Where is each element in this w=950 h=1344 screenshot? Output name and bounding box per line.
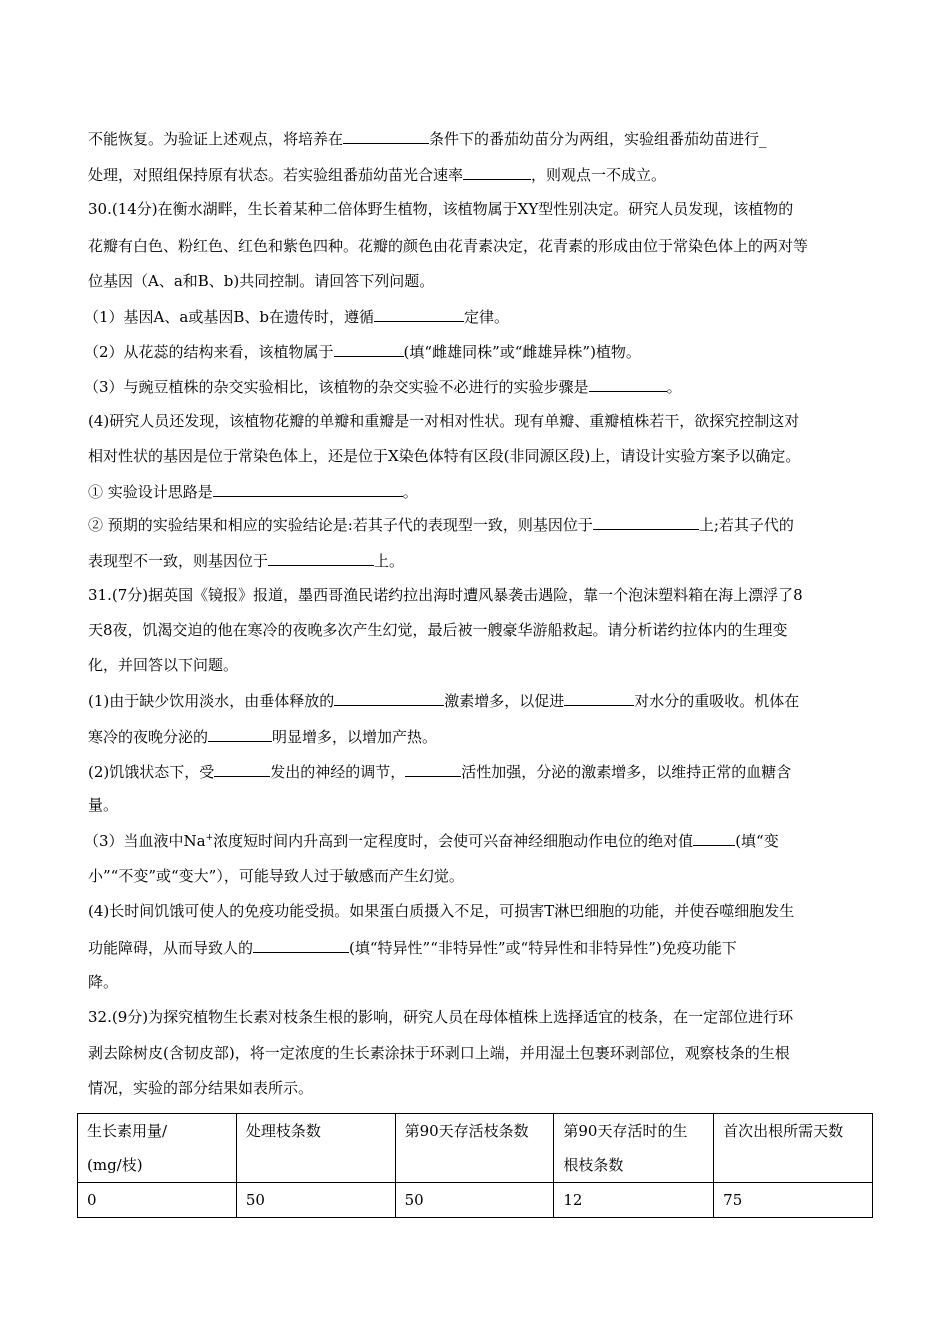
q31-part-4-line-1: (4)长时间饥饿可使人的免疫功能受损。如果蛋白质摄入不足，可损害T淋巴细胞的功能，并使吞噬细胞发生	[88, 902, 795, 920]
table-header-cell: 首次出根所需天数	[714, 1114, 873, 1183]
q30-text: (填“雌雄同株”或“雌雄异株”)植物。	[403, 343, 641, 361]
q31-part-1-line-1	[88, 690, 799, 711]
q31-text: (填“特异性”“非特异性”或“特异性和非特异性”)免疫功能下	[349, 939, 737, 957]
q30-text: 。	[402, 483, 418, 501]
q30-text: ① 实验设计思路是	[88, 483, 213, 501]
q30-stem-line-3: 位基因（A、a和B、b)共同控制。请回答下列问题。	[88, 272, 435, 290]
q29-text: 处理，对照组保持原有状态。若实验组番茄幼苗光合速率	[88, 166, 464, 184]
q32-stem-line-2: 剥去除树皮(含韧皮部)，将一定浓度的生长素涂抹于环剥口上端，并用湿土包裹环剥部位，观察枝条的生根	[88, 1044, 790, 1062]
q31-text: 活性加强，分泌的激素增多，以维持正常的血糖含	[461, 763, 792, 781]
q31-stem-line-2: 天8夜，饥渴交迫的他在寒冷的夜晚多次产生幻觉，最后被一艘豪华游船救起。请分析诺约拉体内的生理变	[88, 621, 788, 639]
table-cell: 0	[78, 1183, 237, 1218]
q29-line-2	[88, 164, 666, 185]
q32-stem-line-1: 32.(9分)为探究植物生长素对枝条生根的影响，研究人员在母体植株上选择适宜的枝条，在一定部位进行环	[88, 1008, 794, 1026]
q31-text: 浓度短时间内升高到一定程度时，会使可兴奋神经细胞动作电位的绝对值	[213, 832, 694, 850]
q31-text: （3）当血液中Na	[84, 832, 206, 850]
answer-blank	[268, 550, 374, 566]
q31-part-4-line-3: 降。	[88, 973, 119, 991]
q31-text: (1)由于缺少饮用淡水，由垂体释放的	[88, 692, 335, 710]
answer-blank	[589, 376, 667, 392]
q30-text: ② 预期的实验结果和相应的实验结论是:若其子代的表现型一致，则基因位于	[88, 516, 593, 534]
q30-part-2	[84, 341, 641, 362]
q31-text: 激素增多，以促进	[444, 692, 565, 710]
answer-blank	[564, 690, 634, 706]
q31-text: 发出的神经的调节，	[270, 763, 406, 781]
answer-blank	[213, 481, 403, 497]
answer-blank	[343, 128, 429, 144]
q32-stem-line-3: 情况，实验的部分结果如表所示。	[88, 1079, 314, 1097]
results-table	[77, 1113, 873, 1218]
answer-blank	[693, 830, 735, 846]
answer-blank	[463, 164, 531, 180]
answer-blank	[214, 761, 270, 777]
table-header-row	[78, 1114, 873, 1183]
table-header-cell: 处理枝条数	[236, 1114, 395, 1183]
table-cell: 50	[236, 1183, 395, 1218]
q30-part-1	[84, 306, 509, 327]
answer-blank	[405, 761, 461, 777]
q29-text: 条件下的番茄幼苗分为两组，实验组番茄幼苗进行	[429, 130, 760, 148]
q31-part-3-line-1	[84, 830, 779, 851]
q31-text: (2)饥饿状态下，受	[88, 763, 215, 781]
answer-blank	[208, 726, 272, 742]
superscript: +	[205, 833, 214, 843]
q30-part-4-line-2: 相对性状的基因是位于常染色体上，还是位于X染色体特有区段(非同源区段)上，请设计实验方案予以确定。	[88, 447, 801, 465]
q30-part-4-line-1: (4)研究人员还发现，该植物花瓣的单瓣和重瓣是一对相对性状。现有单瓣、重瓣植株若干，欲探究控制这对	[88, 412, 800, 430]
q29-line-1	[88, 128, 767, 149]
q30-text: 上;若其子代的	[698, 516, 794, 534]
q29-text: _	[759, 130, 767, 148]
q30-text: （1）基因A、a或基因B、b在遗传时，遵循	[84, 308, 374, 326]
q30-part-3	[84, 376, 682, 397]
q31-part-4-line-2	[88, 937, 737, 958]
q31-part-2-line-2: 量。	[88, 796, 119, 814]
q31-text: 寒冷的夜晚分泌的	[88, 728, 209, 746]
q31-text: 功能障碍，从而导致人的	[88, 939, 254, 957]
answer-blank	[374, 306, 464, 322]
q30-text: 表现型不一致，则基因位于	[88, 552, 269, 570]
q30-part-4-item-2-cont	[88, 550, 404, 571]
q31-stem-line-3: 化，并回答以下问题。	[88, 656, 239, 674]
q30-part-4-item-1	[88, 481, 418, 502]
q30-text: 上。	[374, 552, 405, 570]
table-header-cell: 生长素用量/ (mg/枝)	[78, 1114, 237, 1183]
q31-part-1-line-2	[88, 726, 437, 747]
q30-text: 定律。	[463, 308, 509, 326]
q29-text: ，则观点一不成立。	[531, 166, 667, 184]
q30-text: （3）与豌豆植株的杂交实验相比，该植物的杂交实验不必进行的实验步骤是	[84, 378, 589, 396]
q30-text: 。	[666, 378, 682, 396]
table-row	[78, 1183, 873, 1218]
q30-text: （2）从花蕊的结构来看，该植物属于	[84, 343, 334, 361]
q31-stem-line-1: 31.(7分)据英国《镜报》报道，墨西哥渔民诺约拉出海时遭风暴袭击遇险，靠一个泡沫塑料箱在海上漂浮了8	[88, 586, 803, 604]
q31-text: 明显增多，以增加产热。	[272, 728, 438, 746]
table-header-cell: 第90天存活时的生 根枝条数	[554, 1114, 714, 1183]
q31-part-2-line-1	[88, 761, 791, 782]
answer-blank	[334, 690, 444, 706]
q30-part-4-item-2	[88, 514, 794, 535]
answer-blank	[253, 937, 349, 953]
table-cell: 50	[395, 1183, 554, 1218]
answer-blank	[593, 514, 699, 530]
q30-stem-line-2: 花瓣有白色、粉红色、红色和紫色四种。花瓣的颜色由花青素决定，花青素的形成由位于常染色体上的两对等	[88, 237, 809, 255]
table-header-cell: 第90天存活枝条数	[395, 1114, 554, 1183]
q30-stem-line-1: 30.(14分)在衡水湖畔，生长着某种二倍体野生植物，该植物属于XY型性别决定。研究人员发现，该植物的	[88, 200, 794, 218]
q31-text: (填“变	[735, 832, 779, 850]
q29-text: 不能恢复。为验证上述观点，将培养在	[88, 130, 344, 148]
q31-text: 对水分的重吸收。机体在	[634, 692, 800, 710]
answer-blank	[334, 341, 404, 357]
table-cell: 12	[554, 1183, 714, 1218]
q31-part-3-line-2: 小”“不变”或“变大”），可能导致人过于敏感而产生幻觉。	[88, 867, 464, 885]
table-cell: 75	[714, 1183, 873, 1218]
